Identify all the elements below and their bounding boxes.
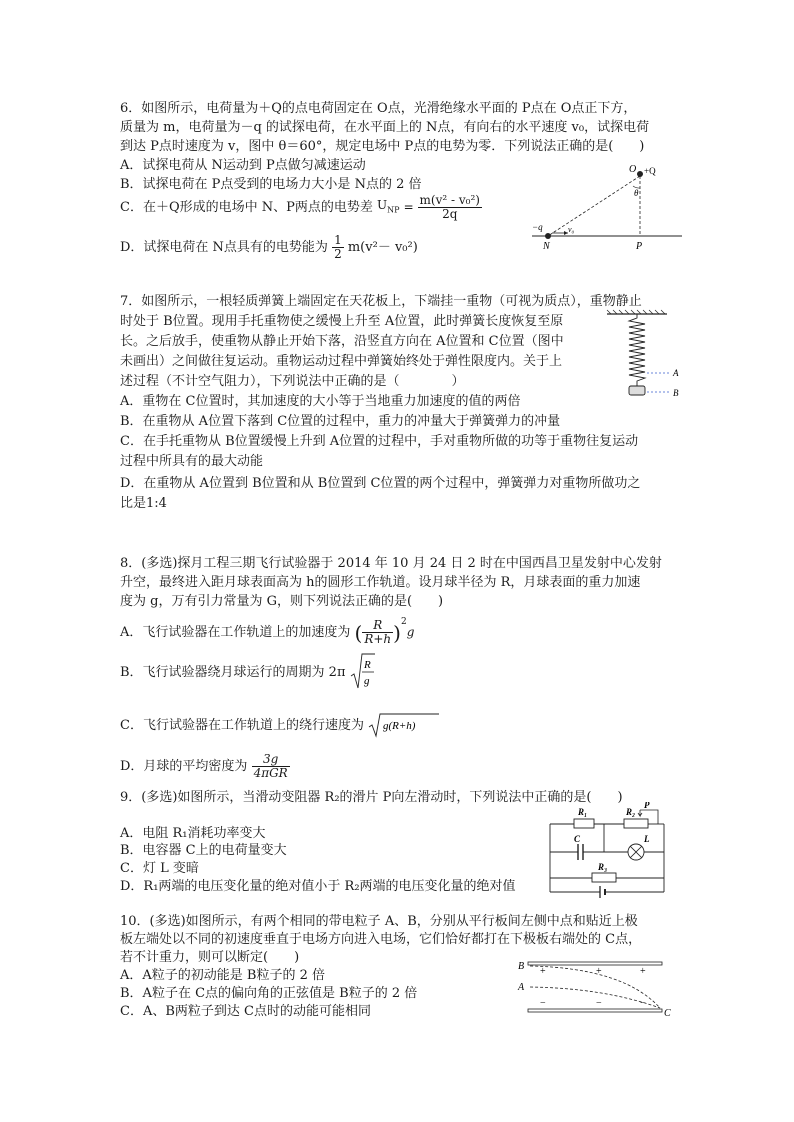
q7-stem-line5: 述过程（不计空气阻力），下列说法中正确的是（ ）: [120, 374, 465, 389]
q10-stem-line2: 板左端处以不同的初速度垂直于电场方向进入电场，它们恰好都打在下极板右端处的 C点，: [120, 932, 642, 947]
q8-option-a-text: A．飞行试验器在工作轨道上的加速度为: [120, 625, 351, 640]
q8-option-d-text: D．月球的平均密度为: [120, 759, 248, 774]
q8-option-d-denominator: 4πGR: [253, 766, 288, 780]
q6-label-theta: θ: [634, 188, 639, 198]
q8-option-c-radicand: g(R+h): [383, 720, 416, 732]
q6-label-v0: v₀: [568, 225, 575, 234]
q6-slant-dashed: [548, 176, 640, 236]
q10-stem-line3: 若不计重力，则可以断定( ): [120, 950, 300, 965]
q7-option-c-line1: C．在手托重物从 B位置缓慢上升到 A位置的过程中，手对重物所做的功等于重物往复运动: [120, 434, 639, 449]
q6-option-d-denominator: 2: [334, 247, 342, 261]
q9-label-r3: R₃: [598, 862, 608, 872]
q6-option-d-numerator: 1: [334, 233, 342, 247]
q6-stem-line3: 到达 P点时速度为 v，图中 θ＝60°，规定电场中 P点的电势为零．下列说法正确的是( ): [120, 139, 645, 154]
q6-label-n: N: [543, 241, 550, 252]
q8-option-c-radical: [368, 712, 440, 739]
q7-label-b: B: [673, 388, 679, 398]
q6-option-c: [120, 191, 482, 224]
q6-option-c-text: C．在＋Q形成的电场中 N、P两点的电势差: [120, 200, 373, 216]
q8-stem-line3: 度为 g，万有引力常量为 G，则下列说法正确的是( ): [120, 594, 444, 609]
q6-option-c-numerator: m(v² - v₀²): [419, 193, 480, 208]
q9-slider-arrow: [638, 810, 642, 816]
q9-option-a: A．电阻 R₁消耗功率变大: [120, 826, 266, 841]
q6-option-c-u: U: [377, 198, 388, 212]
q9-stem: 9．(多选)如图所示，当滑动变阻器 R₂的滑片 P向左滑动时，下列说法中正确的是( ): [120, 790, 623, 805]
q10-option-b: B．A粒子在 C点的偏向角的正弦值是 B粒子的 2 倍: [120, 986, 418, 1001]
q7-stem-line1: 7．如图所示，一根轻质弹簧上端固定在天花板上，下端挂一重物（可视为质点），重物静止: [120, 294, 642, 309]
q7-label-a: A: [673, 368, 679, 378]
q6-option-c-denominator: 2q: [442, 207, 458, 222]
q7-option-b: B．在重物从 A位置下落到 C位置的过程中，重力的冲量大于弹簧弹力的冲量: [120, 414, 561, 429]
q6-option-d-tail: m(v²－ v₀²): [347, 240, 418, 255]
q6-option-d: [120, 234, 418, 262]
q9-resistor-r3: [592, 873, 616, 882]
q7-weight: [629, 386, 645, 395]
q10-option-a: A．A粒子的初动能是 B粒子的 2 倍: [120, 968, 325, 983]
q10-plus-3: +: [640, 966, 646, 977]
q8-option-d-numerator: 3g: [252, 753, 290, 767]
q6-label-p: P: [636, 241, 643, 252]
q9-option-c: C．灯 L 变暗: [120, 861, 199, 876]
q7-stem-line2: 时处于 B位置。现用手托重物使之缓慢上升至 A位置，此时弹簧长度恢复至原: [120, 314, 564, 329]
q10-option-c: C．A、B两粒子到达 C点时的动能可能相同: [120, 1004, 371, 1019]
q8-option-a-g: g: [406, 625, 415, 639]
q6-label-minus-q: −q: [532, 222, 543, 232]
q8-option-a-fraction: [362, 619, 393, 646]
q7-option-a: A．重物在 C位置时，其加速度的大小等于当地重力加速度的值的两倍: [120, 394, 521, 409]
q7-ceiling-hatch: [607, 310, 665, 314]
q9-option-b: B．电容器 C上的电荷量变大: [120, 843, 287, 858]
q6-point-n: [545, 233, 551, 239]
q7-option-d-line1: D．在重物从 A位置到 B位置和从 B位置到 C位置的两个过程中，弹簧弹力对重物所做功之: [120, 476, 641, 491]
q10-label-b: B: [518, 961, 525, 972]
q8-option-a-paren-right: ): [393, 620, 401, 645]
q8-option-a: [120, 604, 414, 651]
q10-lower-plate: [528, 1009, 662, 1012]
q8-option-b: [120, 652, 376, 693]
q8-stem-line1: 8．(多选)探月工程三期飞行试验器于 2014 年 10 月 24 日 2 时在中国西昌卫星发射中心发射: [120, 556, 662, 571]
q8-option-a-denominator: R+h: [364, 632, 392, 646]
q7-stem-line3: 长。之后放手，使重物从静止开始下落，沿竖直方向在 A位置和 C位置（图中: [120, 334, 564, 349]
q9-circuit-figure: [540, 802, 675, 902]
q8-option-c-text: C．飞行试验器在工作轨道上的绕行速度为: [120, 717, 364, 733]
q9-label-r2: R₂: [626, 807, 636, 817]
q6-option-c-lhs: [377, 191, 400, 224]
q8-option-a-exponent: 2: [400, 617, 407, 627]
q8-option-b-numerator: R: [363, 659, 371, 671]
q10-plus-2: +: [596, 966, 602, 977]
q6-stem-line2: 质量为 m，电荷量为－q 的试探电荷，在水平面上的 N点，有向右的水平速度 v₀，试探电荷: [120, 120, 650, 135]
q8-option-b-text: B．飞行试验器绕月球运行的周期为 2π: [120, 664, 346, 680]
q6-option-b: B．试探电荷在 P点受到的电场力大小是 N点的 2 倍: [120, 177, 422, 192]
q10-stem-line1: 10．(多选)如图所示，有两个相同的带电粒子 A、B，分别从平行板间左侧中点和贴近上极: [120, 914, 638, 929]
q8-option-c: [120, 712, 440, 739]
q8-option-d-fraction: [252, 753, 290, 780]
q9-label-l: L: [644, 834, 650, 844]
q10-label-c: C: [664, 1008, 671, 1018]
q10-minus-3: −: [640, 998, 646, 1009]
q6-option-c-sub: NP: [387, 205, 400, 215]
q7-figure: [603, 308, 683, 408]
q6-option-d-text: D．试探电荷在 N点具有的电势能为: [120, 240, 328, 255]
q10-plus-1: +: [540, 966, 546, 977]
q6-option-a: A．试探电荷从 N运动到 P点做匀减速运动: [120, 158, 366, 173]
q10-minus-1: −: [540, 998, 546, 1009]
q9-rheostat-r2: [624, 819, 648, 828]
q6-stem-line1: 6．如图所示，电荷量为＋Q的点电荷固定在 O点，光滑绝缘水平面的 P点在 O点正下方，: [120, 101, 637, 116]
q9-label-p: P: [644, 802, 650, 810]
q9-label-r1: R₁: [578, 807, 588, 817]
q6-label-o: O: [629, 164, 637, 175]
q6-option-c-equals: =: [403, 200, 418, 215]
q7-option-c-line2: 过程中所具有的最大动能: [120, 454, 264, 469]
q7-option-d-line2: 比是1:4: [120, 496, 167, 511]
q6-label-plus-q: +Q: [644, 166, 656, 176]
q8-stem-line2: 升空，最终进入距月球表面高为 h的圆形工作轨道。设月球半径为 R，月球表面的重力加速: [120, 575, 641, 590]
q7-stem-line4: 未画出）之间做往复运动。重物运动过程中弹簧始终处于弹性限度内。关于上: [120, 354, 563, 369]
q8-option-d: [120, 750, 290, 784]
q10-label-a: A: [518, 982, 525, 993]
q8-option-b-denominator: g: [363, 675, 370, 687]
q6-figure: [528, 160, 686, 252]
q8-option-a-numerator: R: [362, 619, 393, 633]
q7-spring: [629, 314, 645, 386]
q8-option-b-radical: [350, 652, 376, 693]
q9-label-c: C: [574, 834, 581, 844]
q10-minus-2: −: [596, 998, 602, 1009]
q9-option-d: D．R₁两端的电压变化量的绝对值小于 R₂两端的电压变化量的绝对值: [120, 879, 516, 894]
q6-option-d-fraction: [332, 234, 344, 261]
q6-option-c-fraction: [418, 194, 482, 221]
q10-upper-plate: [528, 962, 662, 965]
q8-option-a-paren-left: (: [354, 620, 363, 645]
q9-resistor-r1: [574, 819, 594, 828]
q10-figure: [514, 956, 674, 1018]
q6-point-o: [637, 171, 643, 177]
